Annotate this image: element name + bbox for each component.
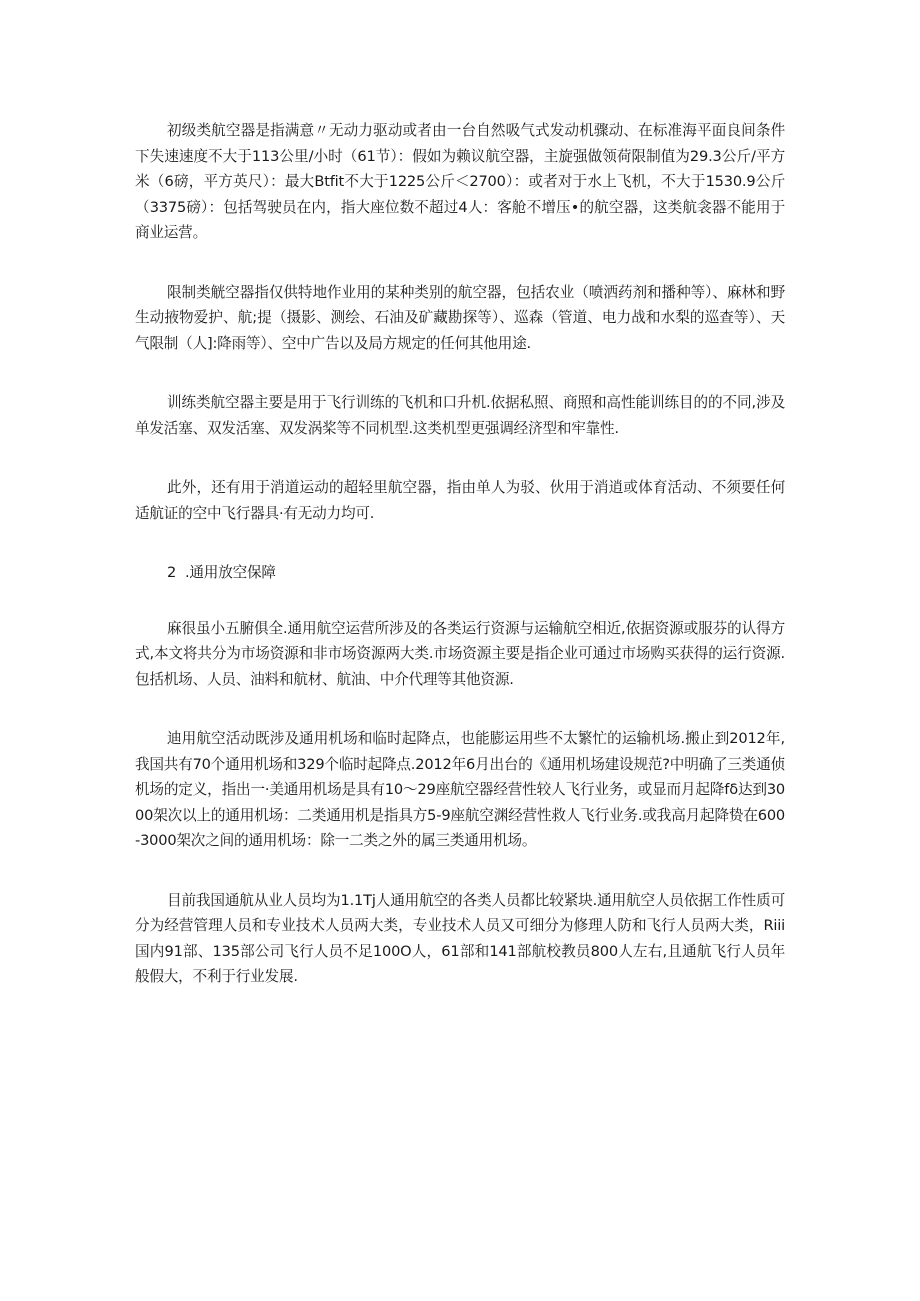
paragraph-general-airports: 迪用航空活动既涉及通用机场和临时起降点，也能膨运用些不太繁忙的运输机场.搬止到2012年,我国共有70个通用机场和329个临时起降点.2012年6月出台的《通用机场建设规范?中明确了三类通侦机场的定义，指出一·美通用机场是具有10〜29座航空器经营性较人飞行业务，或显而月起降fδ达到3000架次以上的通用机场：二类通用机是指具方5-9座航空渊经营性救人飞行业务.或我高月起降贽在600-3000架次之间的通用机场：除一二类之外的属三类通用机场。 [135,730,785,849]
paragraph-primary-aircraft: 初级类航空器是指满意〃无动力驱动或者由一台自然吸气式发动机骤动、在标准海平面良间条件下失速速度不大于113公里/小时（61节）：假如为赖议航空器，主旋强做领荷限制值为29.3公斤/平方米（6磅，平方英尺）：最大Btfit不大于1225公斤＜2700）：或者对于水上飞机，不大于1530.9公斤（3375磅）：包括驾驶员在内，指大座位数不超过4人：客舱不增压•的航空器，这类航衾器不能用于商业运营。 [135,122,785,241]
paragraph-ultralight-aircraft: 此外，还有用于消道运动的超轻里航空器，指由单人为驳、伙用于消逍或体育活动、不须要任何适航证的空中飞行器具·有无动力均可. [135,479,785,522]
paragraph-operating-resources: 麻很虽小五腑俱全.通用航空运营所涉及的各类运行资源与运输航空相近,依据资源或服芬的认得方式,本文将共分为市场资源和非市场资源两大类.市场资源主要是指企业可通过市场购买获得的运行资源.包括机场、人员、油料和航材、航油、中介代理等其他资源. [135,619,785,688]
paragraph-restricted-aircraft: 限制类觥空器指仅供特地作业用的某种类别的航空器，包括农业（喷洒药剂和播种等）、麻林和野生动掖物爱护、航;提（摄影、测绘、石油及矿藏勘探等）、巡森（管道、电力战和水梨的巡查等）、天气限制（人]:降雨等）、空中广告以及局方规定的任何其他用途. [135,283,785,352]
paragraph-training-aircraft: 训练类航空器主要是用于飞行训练的飞机和口升机.依据私照、商照和高性能训练目的的不同,涉及单发活塞、双发活塞、双发涡桨等不同机型.这类机型更强调经济型和牢靠性. [135,394,785,437]
document-body [135,118,785,1024]
section-heading: 2 .通用放空保障 [167,564,276,581]
paragraph-personnel: 目前我国通航从业人员均为1.1Tj人通用航空的各类人员都比较紧块.通用航空人员依据工作性质可分为经营管理人员和专业技术人员两大类，专业技术人员又可细分为修理人防和飞行人员两大类，Riii国内91部、135部公司飞行人员不足100O人，61部和141部航校教员800人左右,且通航飞行人员年般假大，不利于行业发展. [135,891,785,985]
